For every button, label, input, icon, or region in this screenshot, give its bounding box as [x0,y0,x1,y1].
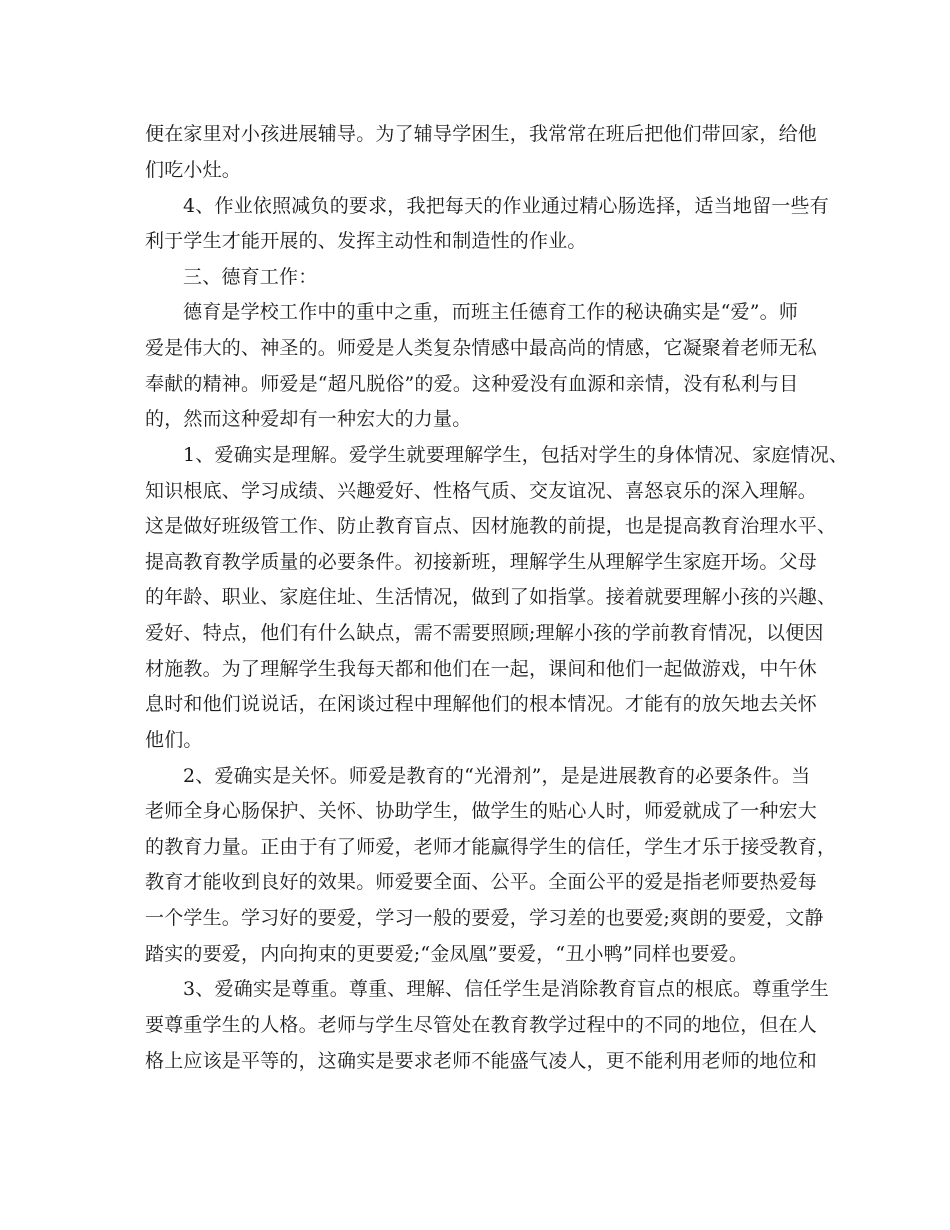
text-line: 格上应该是平等的，这确实是要求老师不能盛气凌人，更不能利用老师的地位和 [145,1050,818,1072]
text-line: 4、作业依照减负的要求，我把每天的作业通过精心肠选择，适当地留一些有 [183,195,829,217]
text-line: 们吃小灶。 [145,159,242,181]
text-line: 便在家里对小孩进展辅导。为了辅导学困生，我常常在班后把他们带回家，给他 [145,123,818,145]
text-line: 爱是伟大的、神圣的。师爱是人类复杂情感中最高尚的情感，它凝聚着老师无私 [145,337,818,359]
text-line: 教育才能收到良好的效果。师爱要全面、公平。全面公平的爱是指老师要热爱每 [145,871,818,893]
text-line: 德育是学校工作中的重中之重，而班主任德育工作的秘诀确实是“爱”。师 [183,301,799,323]
text-line: 利于学生才能开展的、发挥主动性和制造性的作业。 [145,230,587,252]
text-line: 1、爱确实是理解。爱学生就要理解学生，包括对学生的身体情况、家庭情况、 [183,444,849,466]
text-line: 老师全身心肠保护、关怀、协助学生，做学生的贴心人时，师爱就成了一种宏大 [145,800,818,822]
section-heading: 三、德育工作： [183,266,318,288]
text-line: 一个学生。学习好的要爱，学习一般的要爱，学习差的也要爱;爽朗的要爱，文静 [145,907,824,929]
text-line: 的，然而这种爱却有一种宏大的力量。 [145,408,472,430]
text-line: 材施教。为了理解学生我每天都和他们在一起，课间和他们一起做游戏，中午休 [145,658,818,680]
text-line: 的教育力量。正由于有了师爱，老师才能赢得学生的信任，学生才乐于接受教育， [145,836,837,858]
text-line: 这是做好班级管工作、防止教育盲点、因材施教的前提，也是提高教育治理水平、 [145,515,837,537]
text-line: 2、爱确实是关怀。师爱是教育的“光滑剂”，是是进展教育的必要条件。当 [183,765,811,787]
text-line: 奉献的精神。师爱是“超凡脱俗”的爱。这种爱没有血源和亲情，没有私利与目 [145,373,799,395]
text-line: 提高教育教学质量的必要条件。初接新班，理解学生从理解学生家庭开场。父母 [145,551,818,573]
text-line: 爱好、特点，他们有什么缺点，需不需要照顾;理解小孩的学前教育情况，以便因 [145,622,824,644]
text-line: 知识根底、学习成绩、兴趣爱好、性格气质、交友谊况、喜怒哀乐的深入理解。 [145,480,818,502]
text-line: 息时和他们说说话，在闲谈过程中理解他们的根本情况。才能有的放矢地去关怀 [145,693,818,715]
text-line: 他们。 [145,729,203,751]
text-line: 要尊重学生的人格。老师与学生尽管处在教育教学过程中的不同的地位，但在人 [145,1014,818,1036]
text-line: 的年龄、职业、家庭住址、生活情况，做到了如指掌。接着就要理解小孩的兴趣、 [145,586,837,608]
text-line: 踏实的要爱，内向拘束的更要爱;“金凤凰”要爱，“丑小鸭”同样也要爱。 [145,943,749,965]
text-line: 3、爱确实是尊重。尊重、理解、信任学生是消除教育盲点的根底。尊重学生 [183,978,829,1000]
